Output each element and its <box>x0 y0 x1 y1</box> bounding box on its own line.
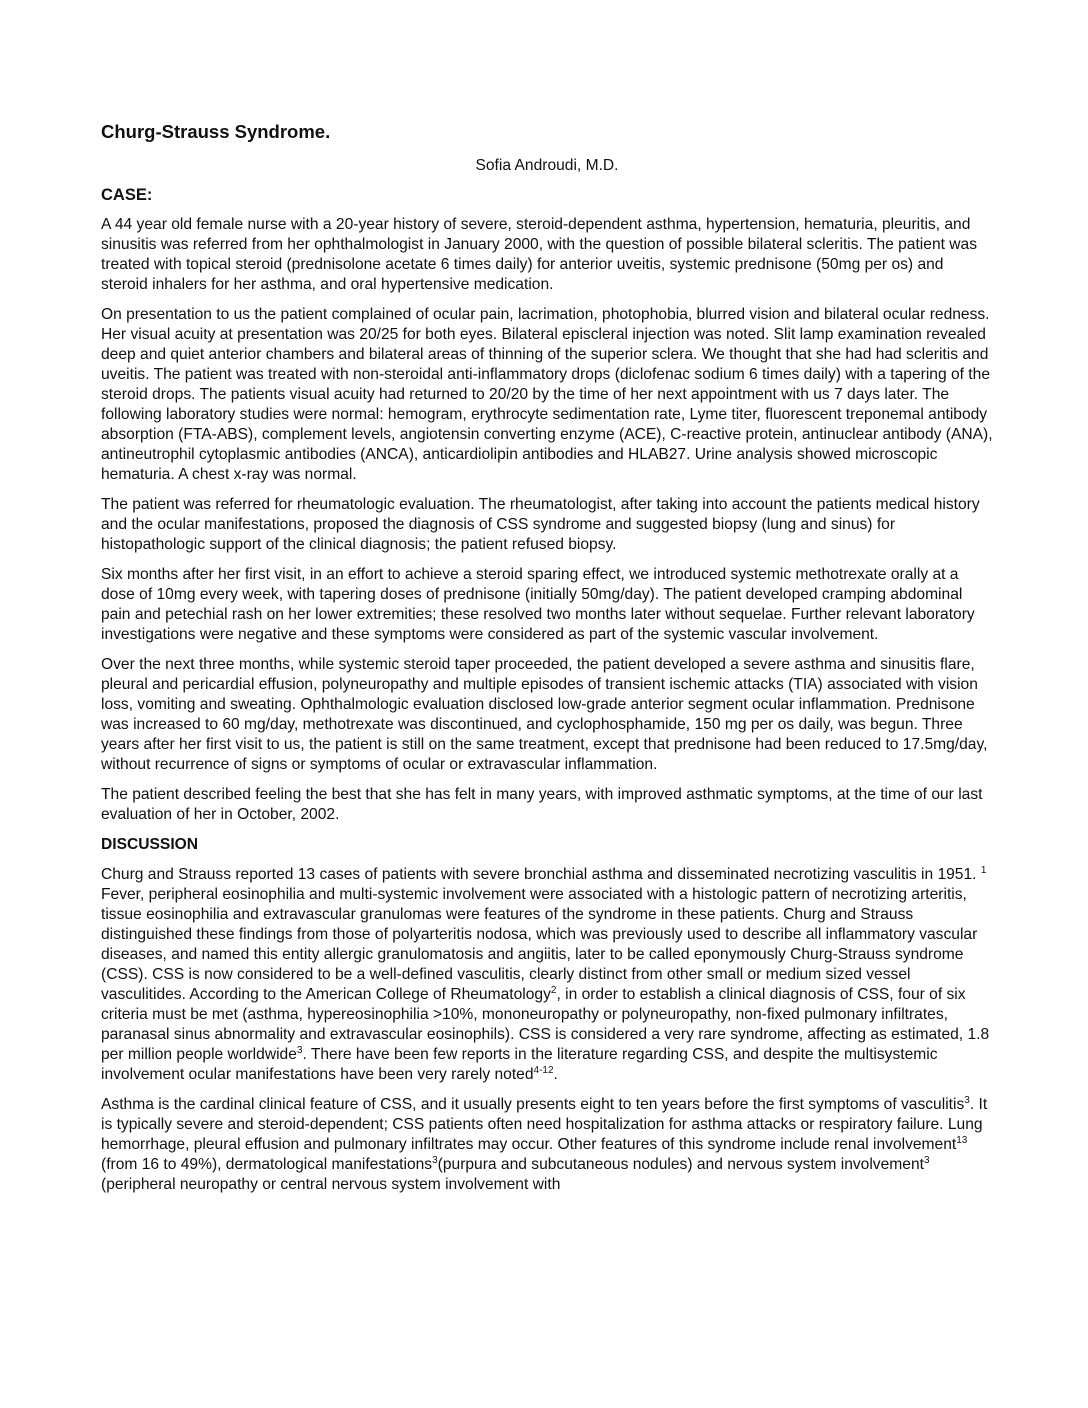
citation-superscript: 3 <box>432 1154 438 1166</box>
discussion-heading: DISCUSSION <box>101 836 199 853</box>
paragraph-text: . There have been few reports in the literature regarding CSS, and despite the multisystemic involvement ocular manifestations have been very rarely noted <box>101 1046 938 1083</box>
discussion-paragraph <box>101 865 993 1085</box>
citation-superscript: 13 <box>956 1134 968 1146</box>
paragraph-text: . <box>553 1066 558 1083</box>
paragraph-text: Churg and Strauss reported 13 cases of patients with severe bronchial asthma and disseminated necrotizing vasculitis in 1951. <box>101 866 981 883</box>
author-line: Sofia Androudi, M.D. <box>475 157 619 174</box>
paragraph-text: Asthma is the cardinal clinical feature of CSS, and it usually presents eight to ten years before the first symptoms of vasculitis <box>101 1096 965 1113</box>
document-page <box>101 120 993 1205</box>
case-paragraph: The patient described feeling the best that she has felt in many years, with improved asthmatic symptoms, at the time of our last evaluation of her in October, 2002. <box>101 786 983 823</box>
citation-superscript: 1 <box>980 864 987 876</box>
paragraph-text: Fever, peripheral eosinophilia and multi-systemic involvement were associated with a histologic pattern of necrotizing arteritis, tissue eosinophilia and extravascular granulomas were features of the syndrome in these patients. Churg and Strauss distinguished these findings from those of polyarteritis nodosa, which was previously used to describe all inflammatory vascular diseases, and named this entity allergic granulomatosis and angiitis, later to be called eponymously Churg-Strauss syndrome (CSS). CSS is now considered to be a well-defined vasculitis, clearly distinct from other small or medium sized vessel vasculitides. According to the American College of Rheumatology <box>101 886 978 1003</box>
paragraph-text: (purpura and subcutaneous nodules) and nervous system involvement <box>437 1156 924 1173</box>
citation-superscript: 3 <box>964 1094 970 1106</box>
paragraph-text: (from 16 to 49%), dermatological manifestations <box>101 1156 433 1173</box>
document-title: Churg-Strauss Syndrome. <box>101 121 331 142</box>
case-paragraph: A 44 year old female nurse with a 20-year history of severe, steroid-dependent asthma, hypertension, hematuria, pleuritis, and sinusitis was referred from her ophthalmologist in January 2000, with the question of possible bilateral scleritis. The patient was treated with topical steroid (prednisolone acetate 6 times daily) for anterior uveitis, systemic prednisone (50mg per os) and steroid inhalers for her asthma, and oral hypertensive medication. <box>101 216 978 293</box>
case-paragraph: Over the next three months, while systemic steroid taper proceeded, the patient developed a severe asthma and sinusitis flare, pleural and pericardial effusion, polyneuropathy and multiple episodes of transient ischemic attacks (TIA) associated with vision loss, vomiting and sweating. Ophthalmologic evaluation disclosed low-grade anterior segment ocular inflammation. Prednisone was increased to 60 mg/day, methotrexate was discontinued, and cyclophosphamide, 150 mg per os daily, was begun. Three years after her first visit to us, the patient is still on the same treatment, except that prednisone had been reduced to 17.5mg/day, without recurrence of signs or symptoms of ocular or extravascular inflammation. <box>101 656 988 773</box>
citation-superscript: 2 <box>550 984 557 996</box>
case-paragraph: Six months after her first visit, in an effort to achieve a steroid sparing effect, we introduced systemic methotrexate orally at a dose of 10mg every week, with tapering doses of prednisone (initially 50mg/day). The patient developed cramping abdominal pain and petechial rash on her lower extremities; these resolved two months later without sequelae. Further relevant laboratory investigations were negative and these symptoms were considered as part of the systemic vascular involvement. <box>101 566 975 643</box>
citation-superscript: 3 <box>296 1044 303 1056</box>
citation-superscript: 3 <box>923 1154 930 1166</box>
case-paragraph: The patient was referred for rheumatologic evaluation. The rheumatologist, after taking into account the patients medical history and the ocular manifestations, proposed the diagnosis of CSS syndrome and suggested biopsy (lung and sinus) for histopathologic support of the clinical diagnosis; the patient refused biopsy. <box>101 496 980 553</box>
discussion-paragraph <box>101 1095 993 1195</box>
paragraph-text: (peripheral neuropathy or central nervous system involvement with <box>101 1176 561 1193</box>
case-heading: CASE: <box>101 186 153 204</box>
paragraph-text: . It is typically severe and steroid-dependent; CSS patients often need hospitalization for asthma attacks or respiratory failure. Lung hemorrhage, pleural effusion and pulmonary infiltrates may occur. Other features of this syndrome include renal involvement <box>101 1096 988 1153</box>
citation-superscript: 4-12 <box>533 1064 554 1076</box>
case-paragraph: On presentation to us the patient complained of ocular pain, lacrimation, photophobia, blurred vision and bilateral ocular redness. Her visual acuity at presentation was 20/25 for both eyes. Bilateral episcleral injection was noted. Slit lamp examination revealed deep and quiet anterior chambers and bilateral areas of thinning of the superior sclera. We thought that she had had scleritis and uveitis. The patient was treated with non-steroidal anti-inflammatory drops (diclofenac sodium 6 times daily) with a tapering of the steroid drops. The patients visual acuity had returned to 20/20 by the time of her next appointment with us 7 days later. The following laboratory studies were normal: hemogram, erythrocyte sedimentation rate, Lyme titer, fluorescent treponemal antibody absorption (FTA-ABS), complement levels, angiotensin converting enzyme (ACE), C-reactive protein, antinuclear antibody (ANA), antineutrophil cytoplasmic antibodies (ANCA), anticardiolipin antibodies and HLAB27. Urine analysis showed microscopic hematuria. A chest x-ray was normal. <box>101 306 993 483</box>
paragraph-text: , in order to establish a clinical diagnosis of CSS, four of six criteria must be met (asthma, hypereosinophilia >10%, mononeuropathy or polyneuropathy, non-fixed pulmonary infiltrates, paranasal sinus abnormality and extravascular eosinophils). CSS is considered a very rare syndrome, affecting as estimated, 1.8 per million people worldwide <box>101 986 990 1063</box>
